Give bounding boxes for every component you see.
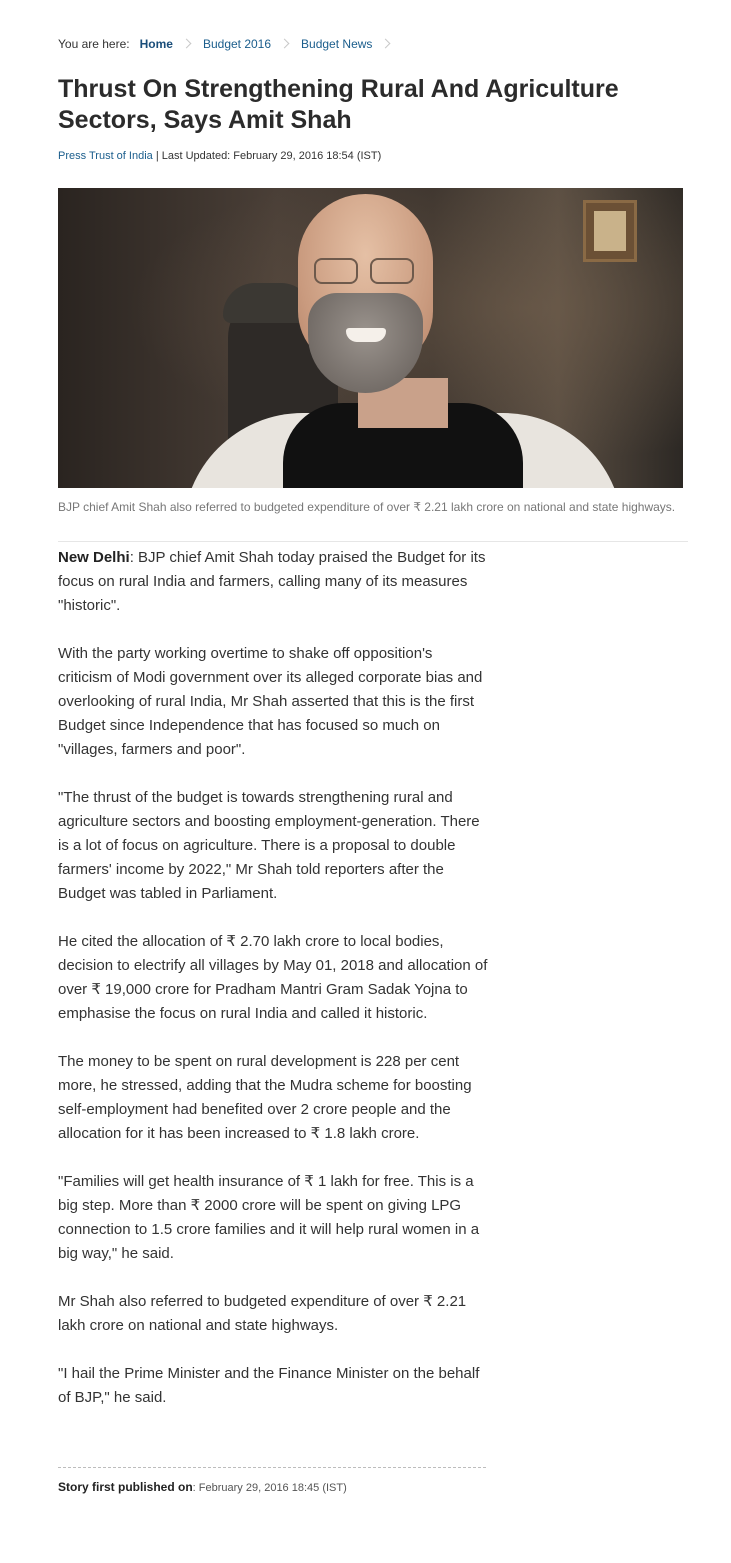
page-title: Thrust On Strengthening Rural And Agriculture Sectors, Says Amit Shah — [58, 75, 619, 134]
breadcrumb-budget-2016-link[interactable]: Budget 2016 — [202, 37, 272, 51]
story-published-label: Story first published on — [58, 1480, 193, 1494]
chevron-right-icon — [281, 37, 291, 51]
article-paragraph: "I hail the Prime Minister and the Finance Minister on the behalf of BJP," he said. — [58, 1365, 480, 1406]
breadcrumb-budget-news-link[interactable]: Budget News — [301, 37, 373, 51]
breadcrumb-home-link[interactable]: Home — [139, 37, 173, 51]
chevron-right-icon — [382, 37, 392, 51]
lead-text: : BJP chief Amit Shah today praised the Budget for its focus on rural India and farmers, calling many of its measures "historic". — [58, 549, 486, 614]
article-paragraph: Mr Shah also referred to budgeted expenditure of over ₹ 2.21 lakh crore on national and state highways. — [58, 1293, 467, 1334]
byline-separator: | — [152, 150, 162, 162]
article-paragraph: "Families will get health insurance of ₹ 1 lakh for free. This is a big step. More than ₹ 2000 crore will be spent on giving LPG connection to 1.5 crore families and it will help rural women in a big way," he said. — [58, 1173, 480, 1262]
breadcrumb — [58, 37, 402, 51]
article-paragraph: The money to be spent on rural development is 228 per cent more, he stressed, adding that the Mudra scheme for boosting self-employment had benefited over 2 crore people and the allocation for it has been increased to ₹ 1.8 lakh crore. — [58, 1053, 472, 1142]
byline — [58, 150, 381, 162]
story-published — [58, 1480, 347, 1494]
article-body — [58, 546, 488, 1434]
article-photo — [58, 188, 683, 488]
article-paragraph: He cited the allocation of ₹ 2.70 lakh crore to local bodies, decision to electrify all villages by May 01, 2018 and allocation of over ₹ 19,000 crore for Pradham Mantri Gram Sadak Yojna to emphasise the focus on rural India and called it historic. — [58, 933, 488, 1022]
dateline-location: New Delhi — [58, 549, 130, 566]
wall-frame — [583, 200, 637, 262]
article-paragraph — [58, 546, 488, 618]
article-paragraph: With the party working overtime to shake off opposition's criticism of Modi government over its alleged corporate bias and overlooking of rural India, Mr Shah asserted that this is the first Budget since Independence that has focused so much on "villages, farmers and poor". — [58, 645, 483, 758]
chevron-right-icon — [183, 37, 193, 51]
divider — [58, 541, 688, 542]
story-published-date: : February 29, 2016 18:45 (IST) — [192, 1482, 347, 1494]
source-link[interactable]: Press Trust of India — [58, 150, 153, 162]
last-updated: Last Updated: February 29, 2016 18:54 (IST) — [161, 150, 382, 162]
article-paragraph: "The thrust of the budget is towards strengthening rural and agriculture sectors and boosting employment-generation. There is a lot of focus on agriculture. There is a proposal to double farmers' income by 2022," Mr Shah told reporters after the Budget was tabled in Parliament. — [58, 789, 480, 902]
breadcrumb-prefix: You are here: — [58, 37, 130, 51]
photo-caption: BJP chief Amit Shah also referred to budgeted expenditure of over ₹ 2.21 lakh crore on national and state highways. — [58, 500, 676, 514]
dashed-divider — [58, 1467, 486, 1468]
